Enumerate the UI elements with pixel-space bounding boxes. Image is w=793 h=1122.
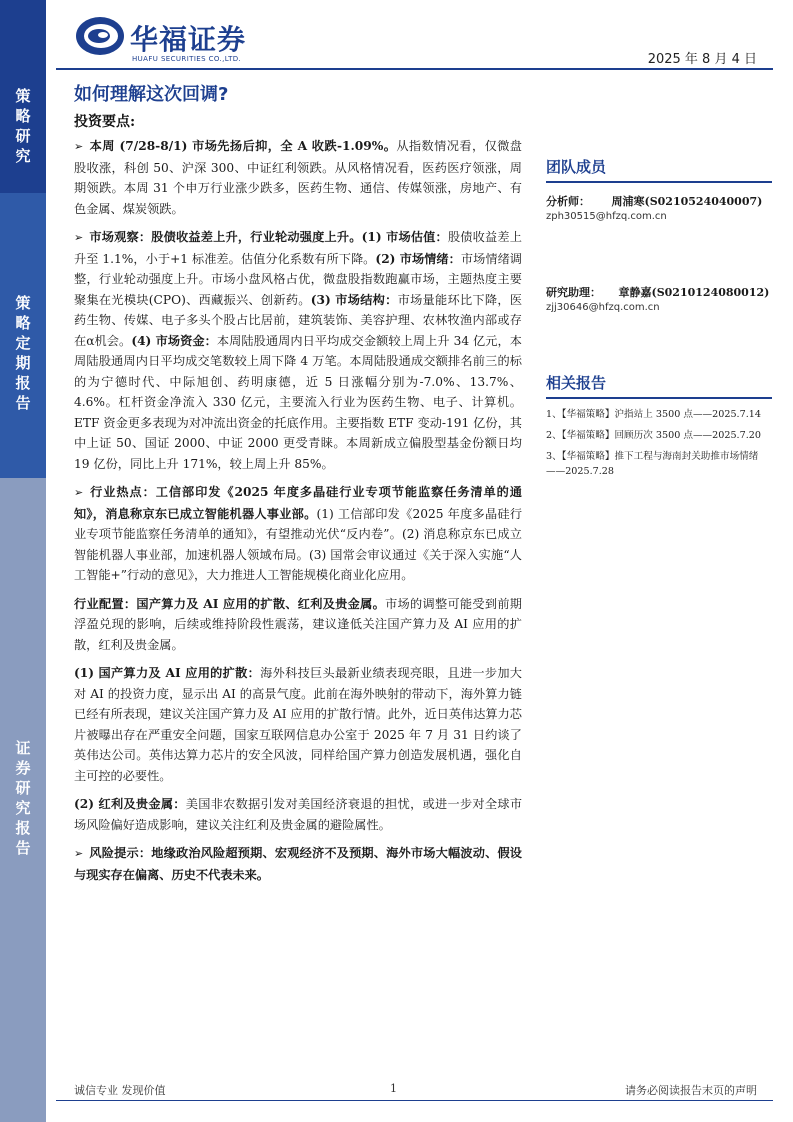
- sidebar-char: 略: [15, 314, 31, 332]
- sidebar-char: 略: [15, 107, 31, 125]
- team-section: [546, 156, 772, 313]
- sidebar-label-periodic: [0, 293, 46, 413]
- sidebar-char: 研: [15, 779, 31, 797]
- logo-icon: [74, 14, 126, 58]
- member-email[interactable]: zph30515@hfzq.com.cn: [546, 211, 667, 222]
- member-email[interactable]: zjj30646@hfzq.com.cn: [546, 302, 660, 313]
- page-number: 1: [390, 1082, 397, 1095]
- sidebar-band-periodic: [0, 193, 46, 478]
- logo-english-name: HUAFU SECURITIES CO.,LTD.: [132, 55, 242, 63]
- paragraph-body: 股债收益差上升至 1.1%，小于+1 标准差。估值分化系数有所下降。: [74, 230, 522, 266]
- related-report-link[interactable]: 1、【华福策略】沪指站上 3500 点——2025.7.14: [546, 409, 761, 420]
- sidebar-char: 究: [15, 147, 31, 165]
- related-reports-heading: 相关报告: [546, 372, 772, 399]
- sidebar-band-strategy: [0, 0, 46, 193]
- paragraph-lead: 行业配置：国产算力及 AI 应用的扩散、红利及贵金属。: [74, 596, 386, 611]
- sidebar-char: 究: [15, 799, 31, 817]
- paragraph-lead: (3) 市场结构：: [310, 292, 398, 307]
- paragraph-computing-ai: [74, 663, 522, 786]
- paragraph-lead: (1) 国产算力及 AI 应用的扩散：: [74, 666, 261, 680]
- page-title: 如何理解这次回调?: [74, 84, 229, 105]
- paragraph-body: (1) 工信部印发《2025 年度多晶硅行业专项节能监察任务清单的通知》，有望推动光伏“反内卷”。(2) 消息称京东已成立智能机器人事业部，加速机器人领域布局。(3) 国常会审议通过《关于深入实施“人工智能+”行动的意见》，大力推进人工智能规模化商业化应用。: [74, 506, 523, 582]
- paragraph-risk-warning: [74, 843, 522, 885]
- bullet-arrow-icon: ➢: [74, 486, 84, 499]
- sidebar-label-report: [0, 738, 46, 858]
- header-divider: [56, 68, 773, 70]
- footer-slogan: 诚信专业 发现价值: [74, 1084, 166, 1097]
- sidebar-band-report: [0, 478, 46, 1122]
- paragraph-body: 美国非农数据引发对美国经济衰退的担忧，或进一步对全球市场风险偏好造成影响，建议关注红利及贵金属的避险属性。: [74, 797, 523, 832]
- paragraph-dividend-metals: [74, 794, 522, 835]
- paragraph-body: 海外科技巨头最新业绩表现亮眼，且进一步加大对 AI 的投资力度，显示出 AI 的高景气度。此前在海外映射的带动下，海外算力链已经有所表现，建议关注国产算力及 AI 应用的扩散行情。此外，近日英伟达算力芯片被曝出存在严重安全问题，国家互联网信息办公室于 2025 年 7 月 31 日约谈了英伟达公司。英伟达算力芯片的安全风波，同样给国产算力创造发展机遇，强化自主可控的必要性。: [74, 666, 522, 783]
- paragraph-body: 从指数情况看，仅微盘股收涨，科创 50、沪深 300、中证红利领跌。从风格情况看，医药医疗领涨，周期领跌。本周 31 个申万行业涨少跌多，医药生物、通信、传媒领涨，房地产、有色金属、煤炭领跌。: [74, 139, 522, 216]
- paragraph-body: 市场情绪调整，行业轮动强度上升。市场小盘风格占优，微盘股指数跑赢市场，主题热度主要聚集在光模块(CPO)、西藏振兴、创新药。: [74, 251, 522, 307]
- paragraph-body: 市场的调整可能受到前期浮盈兑现的影响，后续或维持阶段性震荡，建议逢低关注国产算力及 AI 应用的扩散，红利及贵金属。: [74, 596, 522, 652]
- company-logo: [74, 14, 304, 70]
- related-report-link[interactable]: 2、【华福策略】回顾历次 3500 点——2025.7.20: [546, 430, 761, 441]
- bullet-arrow-icon: ➢: [74, 140, 84, 153]
- related-report-link[interactable]: 3、【华福策略】推下工程与海南封关助推市场情绪——2025.7.28: [546, 451, 759, 477]
- related-reports-section: [546, 372, 772, 479]
- team-heading: 团队成员: [546, 156, 772, 183]
- footer-disclaimer: 请务必阅读报告末页的声明: [625, 1084, 757, 1097]
- main-content: [74, 136, 522, 889]
- paragraph-lead: (2) 市场情绪：: [375, 251, 461, 266]
- team-member: [546, 284, 772, 313]
- sidebar-char: 券: [15, 759, 31, 777]
- paragraph-lead: 行业热点：工信部印发《2025 年度多晶硅行业专项节能监察任务清单的通知》，消息称京东已成立智能机器人事业部。: [74, 485, 522, 521]
- sidebar-char: 证: [15, 739, 31, 757]
- paragraph-industry-hotspots: [74, 482, 522, 586]
- logo-name: 华福证券: [130, 23, 247, 56]
- sidebar-label-strategy: [0, 86, 46, 166]
- sidebar-char: 报: [15, 374, 31, 392]
- paragraph-lead: 本周 (7/28-8/1) 市场先扬后抑，全 A 收跌-1.09%。: [89, 139, 397, 153]
- paragraph-body: 本周陆股通周内日平均成交金额较上周上升 34 亿元，本周陆股通周内日平均成交笔数较上周下降 4 万笔。本周陆股通成交额排名前三的标的为宁德时代、中际旭创、药明康德，近 5 日涨幅分别为-7.0%、13.7%、4.6%。杠杆资金净流入 330 亿元，主要流入行业为医药生物、电子、计算机。ETF 资金更多表现为对冲流出资金的托底作用。主要指数 ETF 变动-191 亿份，其中上证 50、国证 2000、中证 2000 更受青睐。本周新成立偏股型基金份额日均 19 亿份，同比上升 171%，较上周上升 85%。: [74, 333, 522, 471]
- team-member: [546, 193, 772, 222]
- report-date: 2025 年 8 月 4 日: [647, 52, 757, 67]
- member-name: 周浦寒(S0210524040007): [611, 195, 763, 208]
- paragraph-lead: (2) 红利及贵金属：: [74, 797, 186, 811]
- paragraph-body: 市场量能环比下降，医药生物、传媒、电子多头个股占比居前，建筑装饰、美容护理、农林牧渔内部或存在α机会。: [74, 292, 523, 348]
- member-name: 章静嘉(S0210124080012): [618, 286, 770, 299]
- sidebar-char: 期: [15, 354, 31, 372]
- member-role: 研究助理：: [546, 286, 601, 299]
- paragraph-market-observation: [74, 227, 522, 474]
- member-role: 分析师：: [546, 195, 590, 208]
- footer-divider: [56, 1100, 773, 1101]
- bullet-arrow-icon: ➢: [74, 847, 84, 860]
- risk-warning-text: 风险提示：地缘政治风险超预期、宏观经济不及预期、海外市场大幅波动、假设与现实存在偏离、历史不代表未来。: [74, 846, 522, 882]
- paragraph-lead: 市场观察：股债收益差上升，行业轮动强度上升。(1) 市场估值：: [89, 230, 448, 244]
- paragraph-industry-allocation: [74, 594, 522, 656]
- paragraph-weekly-market: [74, 136, 522, 219]
- bullet-arrow-icon: ➢: [74, 231, 84, 244]
- sidebar-char: 告: [15, 394, 31, 412]
- sidebar-char: 研: [15, 127, 31, 145]
- sidebar-char: 告: [15, 839, 31, 857]
- sidebar-char: 策: [15, 294, 31, 312]
- sidebar-char: 报: [15, 819, 31, 837]
- sidebar-char: 定: [15, 334, 31, 352]
- sidebar-char: 策: [15, 87, 31, 105]
- paragraph-lead: (4) 市场资金：: [131, 333, 217, 348]
- section-subtitle: 投资要点:: [74, 114, 136, 130]
